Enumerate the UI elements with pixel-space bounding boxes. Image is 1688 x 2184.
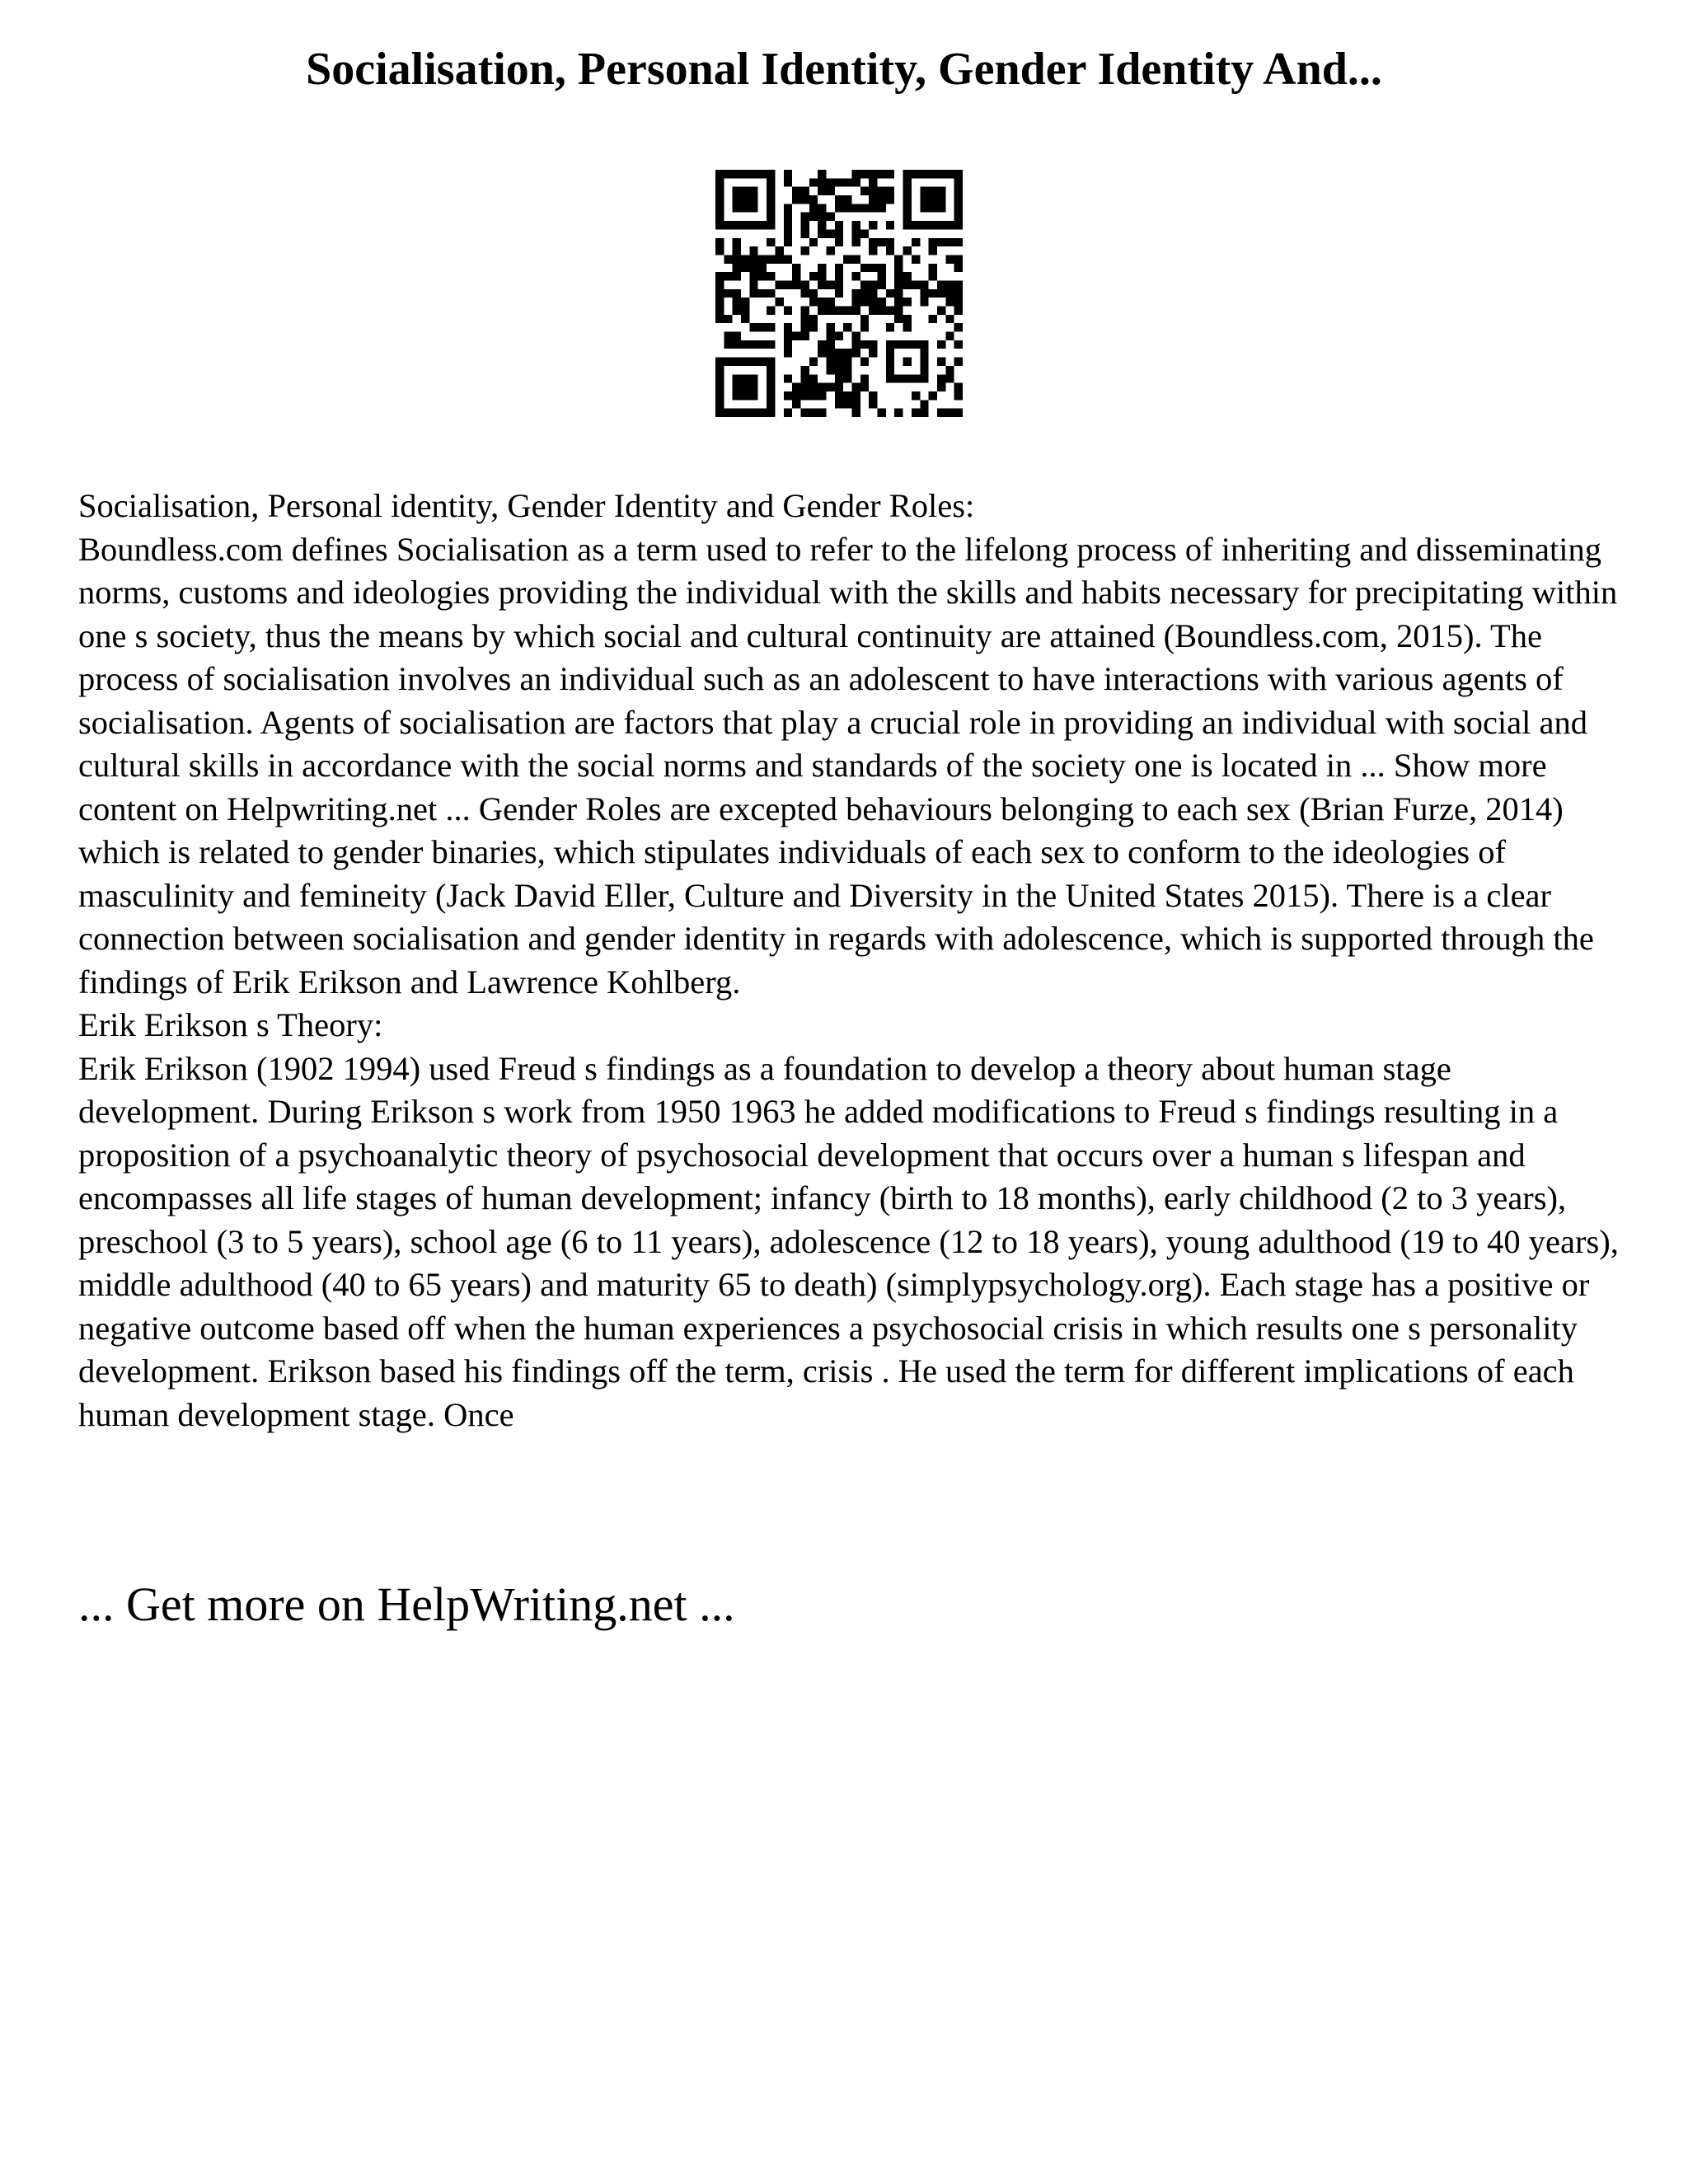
section-heading: Socialisation, Personal identity, Gender Identity and Gender Roles: — [78, 487, 975, 524]
article-body — [78, 485, 1628, 1436]
section-heading: Erik Erikson s Theory: — [78, 1006, 383, 1043]
qr-code-icon[interactable] — [715, 170, 963, 417]
article-paragraph: Boundless.com defines Socialisation as a term used to refer to the lifelong process of inheriting and disseminating norms, customs and ideologies providing the individual with the skills and habits necessary for precipitating within one s society, thus the means by which social and cultural continuity are attained (Boundless.com, 2015). The process of socialisation involves an individual such as an adolescent to have interactions with various agents of socialisation. Agents of socialisation are factors that play a crucial role in providing an individual with social and cultural skills in accordance with the social norms and standards of the society one is located in ... Show more content on Helpwriting.net ... Gender Roles are excepted behaviours belonging to each sex (Brian Furze, 2014) which is related to gender binaries, which stipulates individuals of each sex to conform to the ideologies of masculinity and femineity (Jack David Eller, Culture and Diversity in the United States 2015). There is a clear connection between socialisation and gender identity in regards with adolescence, which is supported through the findings of Erik Erikson and Lawrence Kohlberg. — [78, 530, 1618, 1001]
article-paragraph: Erik Erikson (1902 1994) used Freud s findings as a foundation to develop a theory about human stage development. During Erikson s work from 1950 1963 he added modifications to Freud s findings resulting in a proposition of a psychoanalytic theory of psychosocial development that occurs over a human s lifespan and encompasses all life stages of human development; infancy (birth to 18 months), early childhood (2 to 3 years), preschool (3 to 5 years), school age (6 to 11 years), adolescence (12 to 18 years), young adulthood (19 to 40 years), middle adulthood (40 to 65 years) and maturity 65 to death) (simplypsychology.org). Each stage has a positive or negative outcome based off when the human experiences a psychosocial crisis in which results one s personality development. Erikson based his findings off the term, crisis . He used the term for different implications of each human development stage. Once — [78, 1049, 1619, 1433]
get-more-link[interactable]: ... Get more on HelpWriting.net ... — [78, 1577, 735, 1631]
document-title: Socialisation, Personal Identity, Gender Identity And... — [306, 44, 1382, 95]
